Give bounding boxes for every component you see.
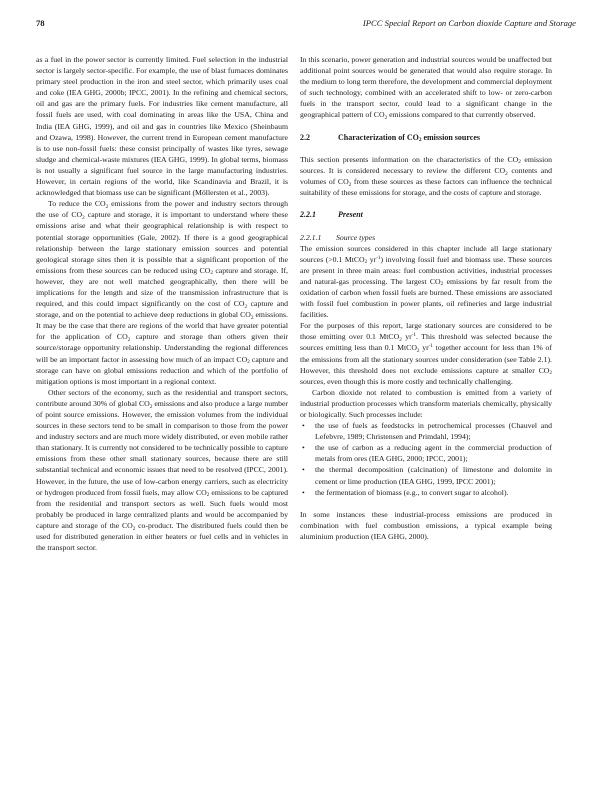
list-item: • the fermentation of biomass (e.g., to convert sugar to alcohol). bbox=[300, 487, 552, 498]
right-column bbox=[300, 54, 552, 542]
list-item: • the use of fuels as feedstocks in petrochemical processes (Chauvel and Lefebvre, 1989; Christensen and Primdahl, 1994); bbox=[300, 420, 552, 442]
list-item: • the thermal decomposition (calcination) of limestone and dolomite in cement or lime production (IEA GHG, 1999, IPCC 2001); bbox=[300, 464, 552, 486]
paragraph-source-types: The emission sources considered in this chapter include all large stationary sources (>0.1 MtCO$_2$ $yr^{-1}$) involving fossil fuel and biomass use. These sources are present in three main areas: fuel combustion activities, industrial processes and natural-gas processing. The largest $CO_2$ emissions by far result from the oxidation of carbon when fossil fuels are burned. These emissions are associated with fossil fuel combustion in power plants, oil refineries and large industrial facilities. bbox=[300, 243, 552, 320]
paragraph-threshold: For the purposes of this report, large stationary sources are considered to be those emitting over 0.1 MtCO$_2$ $yr^{-1}$. This threshold was selected because the sources emitting less than 0.1 MtCO$_2$ $yr^{-1}$ together account for less than 1% of the emissions from all the stationary sources under consideration (see Table 2.1). However, this threshold does not exclude emissions capture at smaller $CO_2$ sources, even though this is more costly and technically challenging. bbox=[300, 321, 552, 386]
list-item: • the use of carbon as a reducing agent in the commercial production of metals from ores (IEA GHG, 2000; IPCC, 2001); bbox=[300, 442, 552, 464]
page-number: 78 bbox=[36, 18, 45, 28]
paragraph-combined-emissions: In some instances these industrial-process emissions are produced in combination with fuel combustion emissions, a typical example being aluminium production (IEA GHG, 2000). bbox=[300, 509, 552, 542]
section-heading: 2.2 Characterization of $CO_2$ emission sources bbox=[300, 132, 480, 144]
paragraph-other-sectors: Other sectors of the economy, such as the residential and transport sectors, contribute around 30% of global $CO_2$ emissions and also produce a large number of point source emissions. However, the emission volumes from the individual sources in these sectors tend to be small in comparison to those from the power and industry sectors and are much more widely distributed, or even mobile rather than stationary. It is currently not considered to be technically possible to capture emissions from these other small stationary sources, because there are still substantial technical and economic issues that need to be resolved (IPCC, 2001). However, in the future, the use of low-carbon energy carriers, such as electricity or hydrogen produced from fossil fuels, may allow $CO_2$ emissions to be captured from the residential and transport sectors as well. Such fuels would most probably be produced in large centralized plants and would be accompanied by capture and storage of the $CO_2$ co-product. The distributed fuels could then be used for distributed generation in either heaters or fuel cells and in vehicles in the transport sector. bbox=[36, 387, 289, 553]
paragraph-fuel-selection: as a fuel in the power sector is currently limited. Fuel selection in the industrial sector is largely sector-specific. For example, the use of blast furnaces dominates primary steel production in the iron and steel sector, which primarily uses coal and coke (IEA GHG, 2000b; IPCC, 2001). In the refining and chemical sectors, oil and gas are the primary fuels. For industries like cement manufacture, all fossil fuels are used, with coal dominating in areas like the USA, China and India (IEA GHG, 1999), and oil and gas in countries like Mexico (Sheinbaum and Ozawa, 1998). However, the current trend in European cement manufacture is to use non-fossil fuels: these consist principally of wastes like tyres, sewage sludge and chemical-waste mixtures (IEA GHG, 1999). In global terms, biomass is not usually a significant fuel source in the large manufacturing industries. However, in certain regions of the world, like Scandinavia and Brazil, it is acknowledged that biomass use can be significant (Möllersten et al., 2003). bbox=[36, 55, 288, 198]
process-list bbox=[300, 420, 552, 498]
section-number: 2.2 bbox=[300, 132, 310, 142]
paragraph-geographical-relationship: To reduce the $CO_2$ emissions from the power and industry sectors through the use of $CO_2$ capture and storage, it is important to understand where these emissions arise and what their geographical relationship is with respect to potential storage opportunities (Gale, 2002). If there is a good geographical relationship between the large stationary emission sources and potential geological storage sites then it is possible that a significant proportion of the emissions from these sources can be reduced using $CO_2$ capture and storage. If, however, they are not well matched geographically, then there will be implications for the length and size of the transmission infrastructure that is required, and this could impact significantly on the cost of $CO_2$ capture and storage, and on the potential to achieve deep reductions in global $CO_2$ emissions. It may be the case that there are regions of the world that have greater potential for the application of $CO_2$ capture and storage than others given their source/storage opportunity relationship. Understanding the regional differences will be an important factor in assessing how much of an impact $CO_2$ capture and storage can have on global emissions reduction and which of the portfolio of mitigation options is most important in a regional context. bbox=[36, 199, 289, 386]
subsubsection-heading: 2.2.1.1 Source types bbox=[300, 232, 376, 242]
left-column bbox=[36, 54, 288, 553]
paragraph-section-intro: This section presents information on the characteristics of the $CO_2$ emission sources. It is considered necessary to review the different $CO_2$ contents and volumes of $CO_2$ from these sources as these factors can influence the technical suitability of these emissions for storage, and the costs of capture and storage. bbox=[300, 154, 552, 198]
subsection-number: 2.2.1 bbox=[300, 210, 316, 220]
paragraph-process-emissions: Carbon dioxide not related to combustion is emitted from a variety of industrial production processes which transform materials chemically, physically or biologically. Such processes include: bbox=[300, 387, 552, 419]
subsubsection-number: 2.2.1.1 bbox=[300, 232, 322, 242]
paragraph-scenario: In this scenario, power generation and industrial sources would be unaffected but additional point sources would be generated that would also require storage. In the medium to long term therefore, the development and commercial deployment of such technology, combined with an accelerated shift to low- or zero-carbon fuels in the transport sector, could lead to a significant change in the geographical pattern of $CO_2$ emissions compared to that currently observed. bbox=[300, 55, 553, 122]
subsection-heading: 2.2.1 Present bbox=[300, 210, 363, 220]
running-header-title: IPCC Special Report on Carbon dioxide Capture and Storage bbox=[362, 18, 576, 28]
